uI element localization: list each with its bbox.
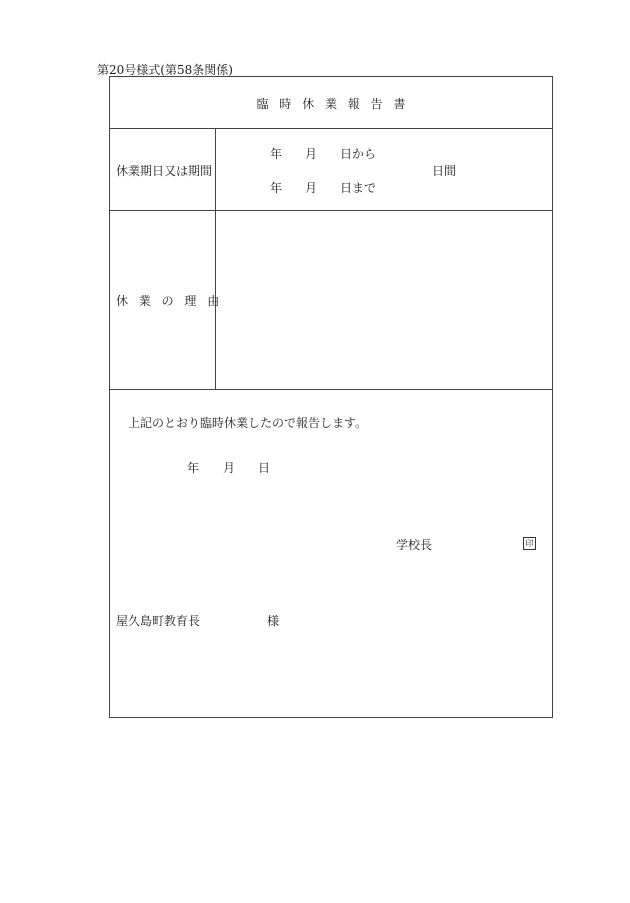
- from-year: 年: [270, 147, 283, 161]
- to-month: 月: [305, 181, 318, 195]
- period-label: 休業期日又は期間: [116, 164, 213, 178]
- reason-row: [110, 210, 552, 390]
- date-day: 日: [258, 461, 271, 475]
- reason-field[interactable]: [216, 210, 552, 389]
- period-row: [110, 128, 552, 211]
- seal-icon: [523, 535, 536, 550]
- principal-label: 学校長: [396, 538, 433, 552]
- form-number-caption: 第20号様式(第58条関係): [97, 63, 233, 77]
- form-title: 臨時休業報告書: [256, 97, 417, 111]
- days-count-label: 日間: [432, 164, 457, 178]
- seal-mark: 印: [523, 537, 536, 550]
- report-statement: 上記のとおり臨時休業したので報告します。: [128, 416, 368, 430]
- date-year: 年: [187, 461, 200, 475]
- reason-label-cell: [110, 210, 231, 389]
- honorific: 様: [267, 614, 280, 628]
- title-row: [110, 77, 552, 129]
- addressee-label: 屋久島町教育長: [116, 614, 201, 628]
- from-day: 日から: [340, 147, 377, 161]
- to-day: 日まで: [340, 181, 377, 195]
- to-year: 年: [270, 181, 283, 195]
- reason-label: 休業の理由: [116, 294, 231, 308]
- period-label-cell: [110, 128, 216, 210]
- from-month: 月: [305, 147, 318, 161]
- report-form: [109, 76, 553, 718]
- date-month: 月: [223, 461, 236, 475]
